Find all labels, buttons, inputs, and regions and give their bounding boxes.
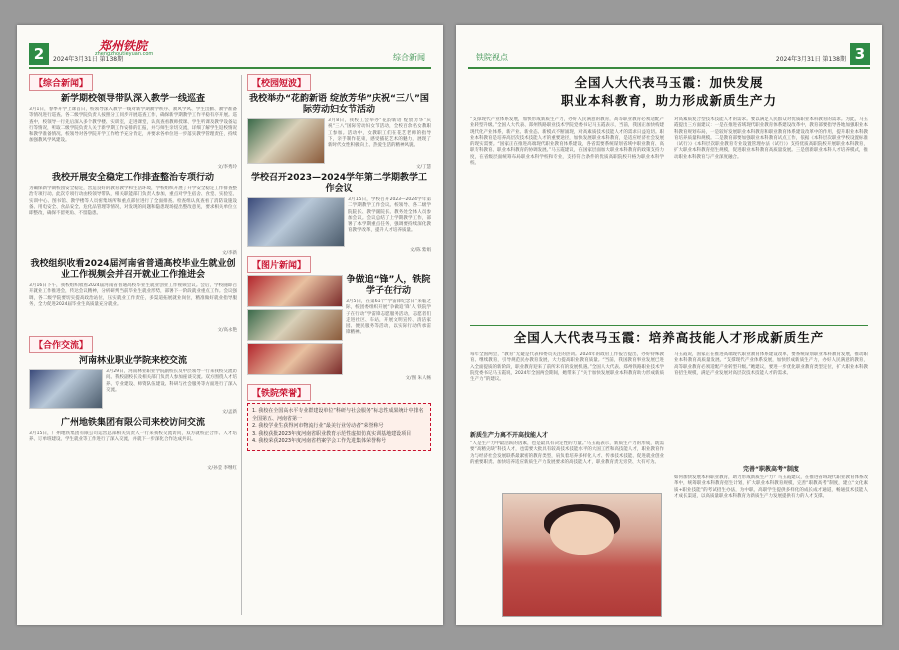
photo-teaching-meeting: [247, 197, 345, 247]
byline: 文/孟新: [221, 410, 237, 415]
section-label-photo: 【图片新闻】: [247, 256, 311, 273]
section-label-campus: 【校园短波】: [247, 74, 311, 91]
masthead-url: zhengzhoutieyuan.com: [95, 51, 154, 57]
section-label-news: 【综合新闻】: [29, 74, 93, 91]
headline-volunteer: 争做追“锋”人，铁院学子在行动: [346, 275, 431, 296]
honor-list: [247, 403, 431, 451]
article-1-column-2: 对高素质复合型技术技能人才的需求。要以满足人民群众对优质职业本科教育的需求。为此，马玉霞提出三方面建议：一是在推进省域现代职业教育体系建设改革中，教育部要指导各地加强职业本科教育规划布局，一是较好发展职业本科教育和职业教育体系建设改革中的作用，提升职业本科教育培养质量和规模。二是教育部要加强职业本科教育试点工作，依据《本科层次职业学校设置标准（试行）》《本科层次职业教育专业设置管理办法（试行）》支持优质高职院校开展职业本科教育，扩大职业本科教育招生规模，促进职业本科教育高质量发展。三是创新职业本科人才培养模式，推动职业本科教育与产业深度融合。: [674, 117, 868, 160]
article-divider: [470, 325, 868, 326]
article-womens-day: 3月8日，我校工会举办“花韵新语 绽放芳华”庆祝“三八”国际劳动妇女节活动，全校百余名女教职工参加。活动中，女教职工们在花艺老师的指导下，亲手制作花束，感受插花艺术的魅力，展现了新时代女性积极向上、热爱生活的精神风貌。: [328, 118, 431, 149]
newspaper-page-left: [17, 25, 443, 625]
article-forestry-college: 3月29日，河南林业职业学院副校长及中层领导一行来我校交流访问。我校副校长及相关部门负责人参加座谈交流。双方围绕人才培养、专业建设、师资队伍建设、科研与社会服务等方面进行了深入交流。: [106, 369, 237, 393]
page-header-right: [468, 43, 870, 69]
byline: 文/丁慧: [415, 165, 431, 170]
left-column-1: [29, 71, 237, 619]
honor-item: 4. 我校荣获2023年度河南省档案学会工作先进集体荣誉称号: [252, 438, 387, 444]
portrait-photo-ma-yuxia: [502, 493, 662, 617]
headline-teaching-meeting: 学校召开2023—2024学年第二学期教学工作会议: [250, 173, 428, 194]
article-2-body-1: “人是生产力中最活跃的因素，也是最具有决定性的力量。”马玉霞表示，新质生产力的形成，既需要“高精尖缺”科技人才，也需要大批具有较高技术技能水平的大国工匠和高技能人才，职业教育作为与经济社会发展联系最紧密的教育类型，肩负着培养多样化人才、传承技术技能、促进就业创业的重要职责。加快培养适应新质生产力发展要求的高技能人才，职业教育责无旁贷、大有可为。: [470, 441, 664, 465]
masthead-logo: 郑州铁院: [99, 39, 148, 53]
article-2-column-2: [674, 352, 868, 620]
honor-item: 3. 我校获批2023年度河南省职业教育示范性虚拟仿真实训基地建设项目: [252, 430, 412, 437]
headline-forestry-college: 河南林业职业学院来校交流: [78, 356, 187, 366]
article-2-body-2: 马玉霞说，国家正在推进高端现代职业教育体系建设改革，要系统谋划职业本科教育发展，推动职业本科教育高质量发展。“支撑现代产业体系发展，加快形成新质生产力，办好人民满意的教育，高等职业教育必须适配产业转型升级。”她建议，要进一步优化职业教育类型定位，扩大职业本科教育招生规模，满足产业发展对高层次技术技能人才的需求。: [674, 352, 868, 376]
headline-guangzhou-metro: 广州地铁集团有限公司来校访问交流: [60, 418, 205, 428]
issue-date: 2024年3月31日 第138期: [53, 56, 124, 63]
article-guangzhou-metro: 3月15日，广州地铁集团有限公司运营总部相关负责人一行来我校交流访问，双方就校企合作、人才培养、订单班建设、学生就业等工作进行了深入交流，并就下一步深化合作达成共识。: [29, 431, 237, 443]
photo-exchange-meeting: [29, 369, 103, 409]
section-label-honor: 【铁院荣誉】: [247, 384, 311, 401]
headline-safety-inspection: 我校开展安全稳定工作排查整治专项行动: [51, 173, 214, 183]
byline: 文/陈 紫娟: [410, 248, 431, 253]
byline: 文/图 朱人畅: [405, 376, 431, 381]
article-teaching-meeting: 3月15日，学校召开2023—2024学年第二学期教学工作会议。校领导、各二级学院院长、教学副院长、教务处全体人员参加会议。会议总结了上学期教学工作，部署了本学期重点任务，强调要持续深化教育教学改革，提升人才培养质量。: [348, 197, 431, 234]
section-name: 铁院视点: [476, 53, 508, 62]
photo-womens-day: [247, 118, 325, 164]
article-safety-inspection: 为确保新学期校园安全稳定，营造良好的教育教学和生活环境，学校组织开展了开学安全稳定工作排查整治专项行动。此次专项行动由校领导带队，相关职能部门负责人参加，重点对学生宿舍、食堂、实验室、实训中心、图书馆、教学楼等人员密集场所和重点部位进行了全面排查。检查组认真查看了消防设施设备、用电安全、食品安全、危化品管理等情况，对发现的问题和隐患现场提出整改意见，要求相关单位立即整改，确保不留死角、不留隐患。: [29, 186, 237, 217]
newspaper-page-right: [456, 25, 882, 625]
article-employment-meeting: 3月16日下午，我校组织收看2024届河南省普通高校毕业生就业创业工作视频会议。会后，学校随即召开就业工作推进会，传达会议精神，分析研判当前毕业生就业形势，部署下一阶段就业重点工作。会议强调，各二级学院要切实提高政治站位，压实就业工作责任，多渠道拓展就业岗位，精准做好就业指导服务，全力促进2024届毕业生高质量充分就业。: [29, 283, 237, 307]
byline: 文/李秀玲: [217, 165, 237, 170]
byline: 文/孙莹 李继红: [207, 466, 237, 471]
honor-item: 1. 我校在全国高水平专业群建设单位“科研与社会服务”标志性成果统计中排名全国第五、河南省第一: [252, 408, 424, 422]
article-1-column-1: “支撑现代产业体系发展，加快形成新质生产力，办好人民满意的教育，高等职业教育必须适配产业转型升级。”全国人大代表、郑州铁路职业技术学院党委书记马玉霞表示，当前，我国正加快构建现代化产业体系，新产业、新业态、新模式不断涌现，对高素质技术技能人才的需求日益迫切。职业本科教育是培养高层次技术技能人才的重要途径，加快发展职业本科教育，是适应经济社会发展的现实需要。“国家正在推进高端现代职业教育体系建设，各省需要系统谋划省域中职业教育、高职专科教育、职业本科教育的协调发展。”马玉霞建议，在国家层面加大职业本科教育的政策支持力度，在省级层面统筹布局职业本科学校和专业，支持符合条件的优质高职院校升格为职业本科学校。: [470, 117, 664, 167]
article-2-body-3: 如何加快发展本科职业教育，助力形成新质生产力？马玉霞建议，在推进省域现代职业教育体系改革中，统筹职业本科教育招生计划，扩大职业本科教育规模，完善“职教高考”制度，建立“文化素质+职业技能”的考试招生办法，为中职、高职学生提供多样化的成长成才通道，畅通技术技能人才成长渠道，以高质量职业本科教育为新质生产力发展提供有力的人才支撑。: [674, 475, 868, 499]
article-volunteer: 3月5日，在第61个“学雷锋纪念日”来临之际，校团委组织开展“争做追‘锋’人 铁院学子在行动”学雷锋志愿服务活动，志愿者们走进社区、车站，开展文明宣传、清洁家园、便民服务等活动，以实际行动传承雷锋精神。: [346, 299, 431, 336]
article-2-subheading-2: 完善“职教高考”制度: [743, 466, 799, 473]
photo-volunteer-2: [247, 309, 343, 341]
article-1-title-line-1: 全国人大代表马玉霞：加快发展: [574, 75, 764, 90]
section-name: 综合新闻: [393, 53, 425, 62]
photo-volunteer-1: [247, 275, 343, 307]
byline: 文/李新: [221, 251, 237, 256]
article-2-title: 全国人大代表马玉霞：培养高技能人才形成新质生产: [513, 330, 825, 345]
section-label-exchange: 【合作交流】: [29, 336, 93, 353]
page-header-left: [29, 39, 431, 69]
left-column-2: [247, 71, 431, 619]
headline-teaching-inspection: 新学期校领导带队深入教学一线巡查: [60, 94, 205, 104]
photo-volunteer-3: [247, 343, 343, 375]
byline: 文/高永艳: [217, 328, 237, 333]
headline-employment-meeting: 我校组织收看2024届河南省普通高校毕业生就业创业工作视频会并召开就业工作推进会: [30, 259, 236, 280]
article-2-subheading-1: 新质生产力离不开高技能人才: [470, 432, 549, 439]
headline-womens-day: 我校举办“花韵新语 绽放芳华”庆祝“三八”国际劳动妇女节活动: [249, 94, 429, 115]
article-2-intro: 每年全国两会，“教育”无疑是代表和委员关注的热词。2024年的政府工作报告提出，办好特殊教育、继续教育，引导规范民办教育发展，大力提高职业教育质量。“当前，我国教育事业发展已进入全面提质的新阶段，职业教育迎来了前所未有的发展机遇。”全国人大代表、郑州铁路职业技术学院党委书记马玉霞说，2024年全国两会期间，她带来了“关于加快发展职业本科教育助力形成新质生产力”的建议。: [470, 352, 664, 383]
page-number: 2: [29, 43, 49, 65]
article-1-title-line-2: 职业本科教育，助力形成新质生产力: [560, 93, 777, 108]
column-divider: [241, 75, 242, 615]
article-teaching-inspection: 3月1日，春季开学上课首日，校领导深入教学一线对新学期教学秩序、教风学风、学生出勤、教学准备等情况进行巡查。各二级学院负责人按照分工同步开展巡查工作，确保新学期教学工作平稳有序开展。巡查中，校领导一行先后深入多个教学楼、实训室，走进课堂，认真查看教师授课、学生听课及教学设备运行等情况，听取二级学院负责人关于新学期工作安排的汇报，并与师生亲切交流，详细了解学生返校情况和教学准备情况。校领导对各学院开学工作给予充分肯定，并要求各单位进一步落实教学管理责任，持续加强教风学风建设。: [29, 107, 237, 144]
honor-item: 2. 我校学业生获得河市物流行业“最美行业劳动者”荣誉称号: [252, 423, 384, 429]
issue-date: 2024年3月31日 第138期: [775, 56, 846, 63]
page-number: 3: [850, 43, 870, 65]
portrait-face: [550, 511, 613, 555]
